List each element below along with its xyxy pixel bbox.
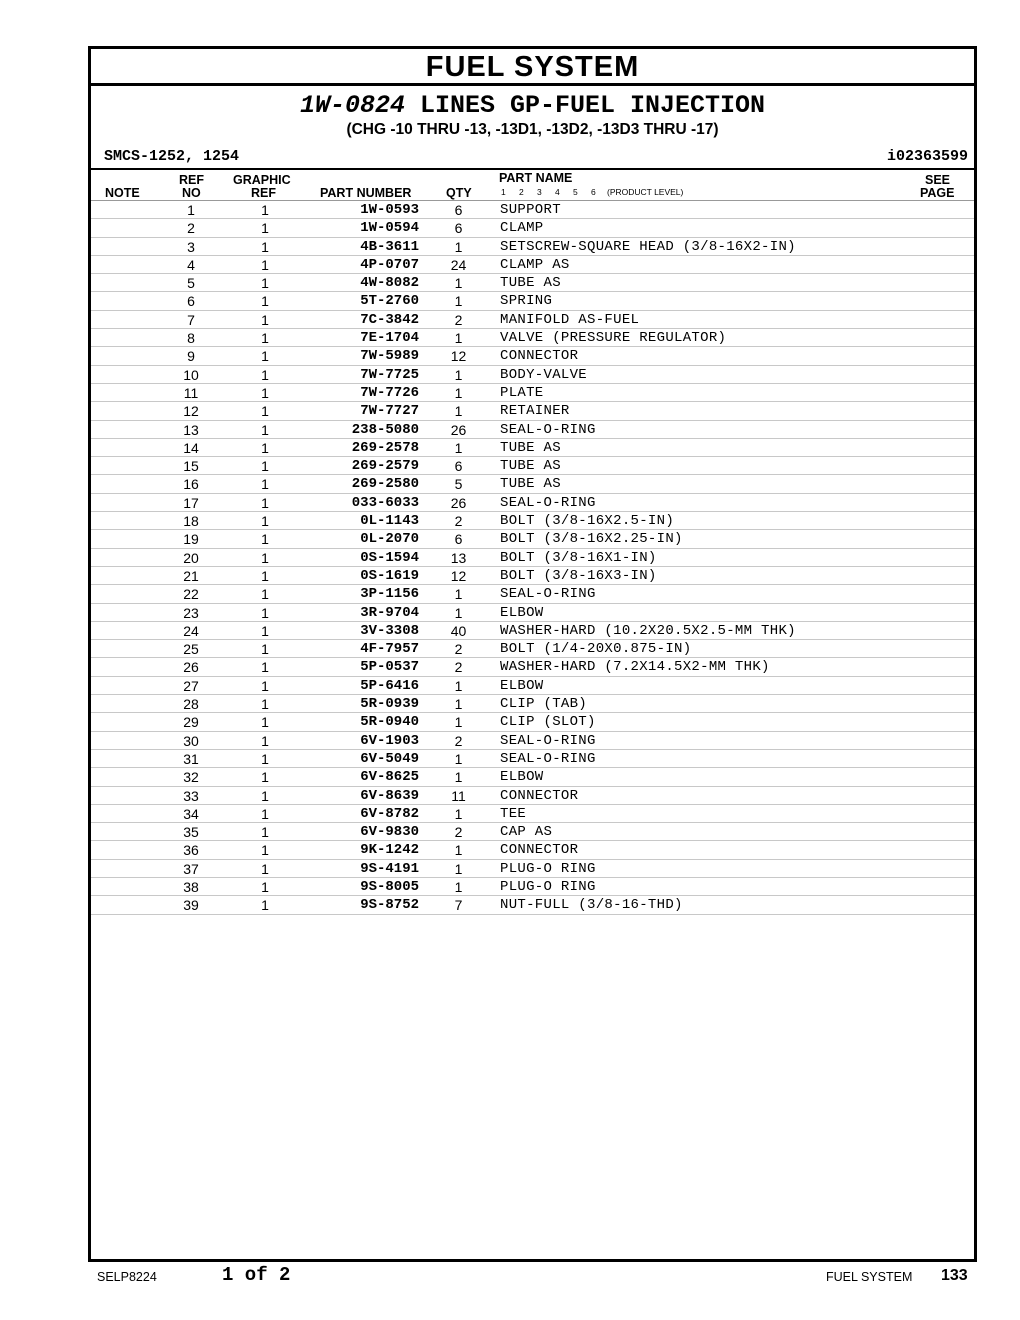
qty-cell: 7 <box>454 897 463 914</box>
graphic-ref-cell: 1 <box>261 696 269 713</box>
qty-cell: 1 <box>454 439 463 456</box>
smcs-row <box>91 146 974 168</box>
graphic-ref-cell: 1 <box>261 586 269 603</box>
footer-section: FUEL SYSTEM <box>826 1270 913 1284</box>
part-name-cell: SEAL-O-RING <box>500 732 596 749</box>
ref-no-cell: 9 <box>187 348 195 365</box>
part-number-cell: 0L-2070 <box>360 531 419 548</box>
part-name-cell: WASHER-HARD (7.2X14.5X2-MM THK) <box>500 659 770 676</box>
graphic-ref-cell: 1 <box>261 366 269 383</box>
graphic-ref-cell: 1 <box>261 604 269 621</box>
graphic-ref-cell: 1 <box>261 220 269 237</box>
table-row <box>91 622 974 640</box>
ref-no-cell: 30 <box>183 732 199 749</box>
part-number-cell: 6V-8639 <box>360 787 419 804</box>
ref-no-cell: 6 <box>187 293 195 310</box>
table-row <box>91 311 974 329</box>
part-number-cell: 1W-0594 <box>360 220 419 237</box>
ref-no-cell: 32 <box>183 769 199 786</box>
col-part-name: PART NAME <box>499 171 573 185</box>
graphic-ref-cell: 1 <box>261 677 269 694</box>
part-name-cell: BOLT (3/8-16X1-IN) <box>500 549 657 566</box>
table-row <box>91 860 974 878</box>
graphic-ref-cell: 1 <box>261 878 269 895</box>
graphic-ref-cell: 1 <box>261 494 269 511</box>
part-number-cell: 0S-1594 <box>360 549 419 566</box>
ref-no-cell: 20 <box>183 549 199 566</box>
part-name-cell: PLUG-O RING <box>500 878 596 895</box>
ref-no-cell: 37 <box>183 860 199 877</box>
part-number-cell: 5P-0537 <box>360 659 419 676</box>
table-row <box>91 530 974 548</box>
graphic-ref-cell: 1 <box>261 622 269 639</box>
part-number-cell: 269-2578 <box>351 439 419 456</box>
graphic-ref-cell: 1 <box>261 513 269 530</box>
col-graphic-top: GRAPHIC <box>233 173 291 187</box>
table-row <box>91 549 974 567</box>
graphic-ref-cell: 1 <box>261 330 269 347</box>
part-number-cell: 3P-1156 <box>360 586 419 603</box>
graphic-ref-cell: 1 <box>261 787 269 804</box>
ref-no-cell: 17 <box>183 494 199 511</box>
part-name-cell: SEAL-O-RING <box>500 586 596 603</box>
graphic-ref-cell: 1 <box>261 311 269 328</box>
qty-cell: 40 <box>450 622 467 639</box>
ref-no-cell: 33 <box>183 787 199 804</box>
table-row <box>91 841 974 859</box>
graphic-ref-cell: 1 <box>261 348 269 365</box>
part-number-cell: 7W-7725 <box>360 366 419 383</box>
footer-page-number: 133 <box>941 1267 968 1284</box>
ref-no-cell: 5 <box>187 275 195 292</box>
table-row <box>91 439 974 457</box>
table-row <box>91 366 974 384</box>
qty-cell: 11 <box>451 787 466 804</box>
qty-cell: 13 <box>450 549 467 566</box>
table-row <box>91 201 974 219</box>
qty-cell: 12 <box>450 348 467 365</box>
col-level-2: 2 <box>519 187 524 197</box>
part-number-cell: 5R-0939 <box>360 696 419 713</box>
table-row <box>91 768 974 786</box>
part-name-cell: CONNECTOR <box>500 842 579 859</box>
table-row <box>91 402 974 420</box>
qty-cell: 2 <box>454 641 463 658</box>
part-number-cell: 6V-8782 <box>360 805 419 822</box>
table-row <box>91 878 974 896</box>
part-number-cell: 269-2579 <box>351 458 419 475</box>
graphic-ref-cell: 1 <box>261 714 269 731</box>
part-name-cell: SEAL-O-RING <box>500 494 596 511</box>
qty-cell: 6 <box>454 458 463 475</box>
part-number-cell: 033-6033 <box>351 494 419 511</box>
part-name-cell: SEAL-O-RING <box>500 750 596 767</box>
graphic-ref-cell: 1 <box>261 458 269 475</box>
part-name-cell: CLAMP AS <box>500 256 570 273</box>
part-number-cell: 0S-1619 <box>360 567 419 584</box>
qty-cell: 6 <box>454 202 463 218</box>
part-name-cell: ELBOW <box>500 604 544 621</box>
section-title: FUEL SYSTEM <box>91 49 974 86</box>
graphic-ref-cell: 1 <box>261 549 269 566</box>
part-number-cell: 7C-3842 <box>360 311 419 328</box>
qty-cell: 1 <box>454 330 463 347</box>
ref-no-cell: 16 <box>183 476 199 493</box>
ref-no-cell: 35 <box>183 824 199 841</box>
qty-cell: 12 <box>450 567 467 584</box>
graphic-ref-cell: 1 <box>261 439 269 456</box>
part-name-cell: RETAINER <box>500 403 570 420</box>
table-row <box>91 787 974 805</box>
part-name-cell: CAP AS <box>500 824 553 841</box>
table-row <box>91 585 974 603</box>
qty-cell: 1 <box>454 750 463 767</box>
ref-no-cell: 4 <box>187 256 195 273</box>
part-number-cell: 4P-0707 <box>360 256 419 273</box>
part-name-cell: BODY-VALVE <box>500 366 588 383</box>
page-footer <box>0 1263 1020 1289</box>
part-name-cell: CLIP (TAB) <box>500 696 588 713</box>
part-name-cell: BOLT (3/8-16X2.25-IN) <box>500 531 683 548</box>
part-number-cell: 0L-1143 <box>360 513 419 530</box>
col-qty: QTY <box>446 186 472 200</box>
qty-cell: 1 <box>454 403 463 420</box>
part-name-cell: TUBE AS <box>500 275 561 292</box>
graphic-ref-cell: 1 <box>261 842 269 859</box>
table-row <box>91 384 974 402</box>
table-row <box>91 604 974 622</box>
part-name-cell: TUBE AS <box>500 458 561 475</box>
qty-cell: 1 <box>454 366 463 383</box>
part-name-cell: BOLT (3/8-16X2.5-IN) <box>500 513 675 530</box>
col-level-1: 1 <box>501 187 506 197</box>
part-name-cell: CONNECTOR <box>500 348 579 365</box>
part-number-cell: 7E-1704 <box>360 330 419 347</box>
part-name-cell: SUPPORT <box>500 202 561 218</box>
part-number-cell: 3V-3308 <box>360 622 419 639</box>
part-number-cell: 6V-8625 <box>360 769 419 786</box>
table-row <box>91 567 974 585</box>
group-name: LINES GP-FUEL INJECTION <box>419 91 766 120</box>
graphic-ref-cell: 1 <box>261 805 269 822</box>
table-row <box>91 658 974 676</box>
table-row <box>91 421 974 439</box>
table-row <box>91 347 974 365</box>
column-headers <box>91 170 974 201</box>
qty-cell: 2 <box>454 659 463 676</box>
qty-cell: 1 <box>454 275 463 292</box>
part-number-cell: 5R-0940 <box>360 714 419 731</box>
graphic-ref-cell: 1 <box>261 202 269 218</box>
table-row <box>91 805 974 823</box>
graphic-ref-cell: 1 <box>261 531 269 548</box>
table-row <box>91 457 974 475</box>
graphic-ref-cell: 1 <box>261 476 269 493</box>
qty-cell: 26 <box>450 421 467 438</box>
table-row <box>91 677 974 695</box>
table-row <box>91 494 974 512</box>
qty-cell: 1 <box>454 842 463 859</box>
graphic-ref-cell: 1 <box>261 403 269 420</box>
graphic-ref-cell: 1 <box>261 750 269 767</box>
qty-cell: 2 <box>454 513 463 530</box>
ref-no-cell: 1 <box>187 202 195 218</box>
graphic-ref-cell: 1 <box>261 659 269 676</box>
graphic-ref-cell: 1 <box>261 641 269 658</box>
qty-cell: 1 <box>454 696 463 713</box>
graphic-ref-cell: 1 <box>261 238 269 255</box>
col-level-3: 3 <box>537 187 542 197</box>
graphic-ref-cell: 1 <box>261 567 269 584</box>
illustration-id: i02363599 <box>886 148 968 165</box>
part-name-cell: CONNECTOR <box>500 787 579 804</box>
qty-cell: 2 <box>454 311 463 328</box>
col-level-4: 4 <box>555 187 560 197</box>
part-name-cell: CLAMP <box>500 220 544 237</box>
part-name-cell: NUT-FULL (3/8-16-THD) <box>500 897 683 914</box>
part-number-cell: 6V-5049 <box>360 750 419 767</box>
col-level-5: 5 <box>573 187 578 197</box>
ref-no-cell: 7 <box>187 311 195 328</box>
part-number-cell: 9S-4191 <box>360 860 419 877</box>
part-name-cell: TUBE AS <box>500 439 561 456</box>
graphic-ref-cell: 1 <box>261 421 269 438</box>
qty-cell: 1 <box>454 293 463 310</box>
ref-no-cell: 12 <box>183 403 199 420</box>
qty-cell: 1 <box>454 677 463 694</box>
ref-no-cell: 18 <box>183 513 199 530</box>
part-number-cell: 1W-0593 <box>360 202 419 218</box>
ref-no-cell: 25 <box>183 641 199 658</box>
group-heading <box>91 93 974 119</box>
ref-no-cell: 39 <box>183 897 199 914</box>
part-name-cell: TEE <box>500 805 527 822</box>
col-part-number: PART NUMBER <box>320 186 412 200</box>
qty-cell: 1 <box>454 769 463 786</box>
ref-no-cell: 34 <box>183 805 199 822</box>
ref-no-cell: 11 <box>183 384 199 401</box>
table-row <box>91 713 974 731</box>
part-name-cell: MANIFOLD AS-FUEL <box>500 311 640 328</box>
parts-page-frame <box>88 46 977 1262</box>
table-row <box>91 750 974 768</box>
part-number-cell: 9S-8005 <box>360 878 419 895</box>
qty-cell: 1 <box>454 714 463 731</box>
part-number-cell: 4F-7957 <box>360 641 419 658</box>
part-number-cell: 5P-6416 <box>360 677 419 694</box>
part-name-cell: SETSCREW-SQUARE HEAD (3/8-16X2-IN) <box>500 238 796 255</box>
qty-cell: 24 <box>450 256 467 273</box>
ref-no-cell: 8 <box>187 330 195 347</box>
graphic-ref-cell: 1 <box>261 824 269 841</box>
part-number-cell: 238-5080 <box>351 421 419 438</box>
table-row <box>91 823 974 841</box>
qty-cell: 1 <box>454 805 463 822</box>
graphic-ref-cell: 1 <box>261 293 269 310</box>
qty-cell: 2 <box>454 824 463 841</box>
part-number-cell: 7W-7727 <box>360 403 419 420</box>
ref-no-cell: 36 <box>183 842 199 859</box>
table-row <box>91 695 974 713</box>
ref-no-cell: 3 <box>187 238 195 255</box>
graphic-ref-cell: 1 <box>261 860 269 877</box>
table-row <box>91 238 974 256</box>
col-see-top: SEE <box>925 173 951 187</box>
graphic-ref-cell: 1 <box>261 769 269 786</box>
footer-doc-number: SELP8224 <box>97 1270 157 1284</box>
part-number-cell: 9K-1242 <box>360 842 419 859</box>
part-number-cell: 4W-8082 <box>360 275 419 292</box>
qty-cell: 1 <box>454 586 463 603</box>
part-name-cell: BOLT (1/4-20X0.875-IN) <box>500 641 692 658</box>
ref-no-cell: 13 <box>183 421 199 438</box>
part-name-cell: PLATE <box>500 384 544 401</box>
part-name-cell: WASHER-HARD (10.2X20.5X2.5-MM THK) <box>500 622 796 639</box>
graphic-ref-cell: 1 <box>261 384 269 401</box>
graphic-ref-cell: 1 <box>261 256 269 273</box>
qty-cell: 6 <box>454 220 463 237</box>
ref-no-cell: 28 <box>183 696 199 713</box>
qty-cell: 26 <box>450 494 467 511</box>
graphic-ref-cell: 1 <box>261 275 269 292</box>
ref-no-cell: 23 <box>183 604 199 621</box>
col-product-level: (PRODUCT LEVEL) <box>607 187 684 197</box>
part-name-cell: ELBOW <box>500 769 544 786</box>
qty-cell: 1 <box>454 604 463 621</box>
col-graphic-bottom: REF <box>251 186 276 200</box>
table-row <box>91 475 974 493</box>
ref-no-cell: 19 <box>183 531 199 548</box>
part-number-cell: 7W-7726 <box>360 384 419 401</box>
col-ref-top: REF <box>179 173 204 187</box>
group-number: 1W-0824 <box>299 91 405 120</box>
table-row <box>91 274 974 292</box>
part-number-cell: 6V-1903 <box>360 732 419 749</box>
ref-no-cell: 26 <box>183 659 199 676</box>
parts-table-body <box>91 201 974 915</box>
col-note: NOTE <box>105 186 140 200</box>
part-number-cell: 9S-8752 <box>360 897 419 914</box>
ref-no-cell: 10 <box>183 366 199 383</box>
part-number-cell: 4B-3611 <box>360 238 419 255</box>
part-name-cell: BOLT (3/8-16X3-IN) <box>500 567 657 584</box>
table-row <box>91 219 974 237</box>
part-name-cell: TUBE AS <box>500 476 561 493</box>
ref-no-cell: 38 <box>183 878 199 895</box>
ref-no-cell: 22 <box>183 586 199 603</box>
ref-no-cell: 29 <box>183 714 199 731</box>
ref-no-cell: 14 <box>183 439 199 456</box>
serial-range: (CHG -10 THRU -13, -13D1, -13D2, -13D3 THRU -17) <box>346 121 719 138</box>
table-row <box>91 292 974 310</box>
table-row <box>91 512 974 530</box>
table-row <box>91 640 974 658</box>
ref-no-cell: 27 <box>183 677 199 694</box>
col-level-6: 6 <box>591 187 596 197</box>
table-row <box>91 732 974 750</box>
part-name-cell: PLUG-O RING <box>500 860 596 877</box>
part-number-cell: 7W-5989 <box>360 348 419 365</box>
part-number-cell: 269-2580 <box>351 476 419 493</box>
qty-cell: 1 <box>454 860 463 877</box>
qty-cell: 1 <box>454 238 463 255</box>
ref-no-cell: 31 <box>183 750 199 767</box>
part-name-cell: SPRING <box>500 293 553 310</box>
qty-cell: 2 <box>454 732 463 749</box>
smcs-codes: SMCS-1252, 1254 <box>104 148 240 165</box>
footer-page-of: 1 of 2 <box>222 1264 291 1286</box>
part-name-cell: CLIP (SLOT) <box>500 714 596 731</box>
table-row <box>91 329 974 347</box>
ref-no-cell: 15 <box>183 458 199 475</box>
qty-cell: 5 <box>454 476 463 493</box>
table-row <box>91 896 974 914</box>
graphic-ref-cell: 1 <box>261 897 269 914</box>
qty-cell: 6 <box>454 531 463 548</box>
table-row <box>91 256 974 274</box>
part-number-cell: 3R-9704 <box>360 604 419 621</box>
col-ref-bottom: NO <box>182 186 201 200</box>
ref-no-cell: 21 <box>183 567 199 584</box>
part-name-cell: ELBOW <box>500 677 544 694</box>
part-name-cell: SEAL-O-RING <box>500 421 596 438</box>
qty-cell: 1 <box>454 878 463 895</box>
part-number-cell: 6V-9830 <box>360 824 419 841</box>
graphic-ref-cell: 1 <box>261 732 269 749</box>
col-see-bottom: PAGE <box>920 186 955 200</box>
part-name-cell: VALVE (PRESSURE REGULATOR) <box>500 330 727 347</box>
ref-no-cell: 24 <box>183 622 199 639</box>
part-number-cell: 5T-2760 <box>360 293 419 310</box>
ref-no-cell: 2 <box>187 220 195 237</box>
qty-cell: 1 <box>454 384 463 401</box>
